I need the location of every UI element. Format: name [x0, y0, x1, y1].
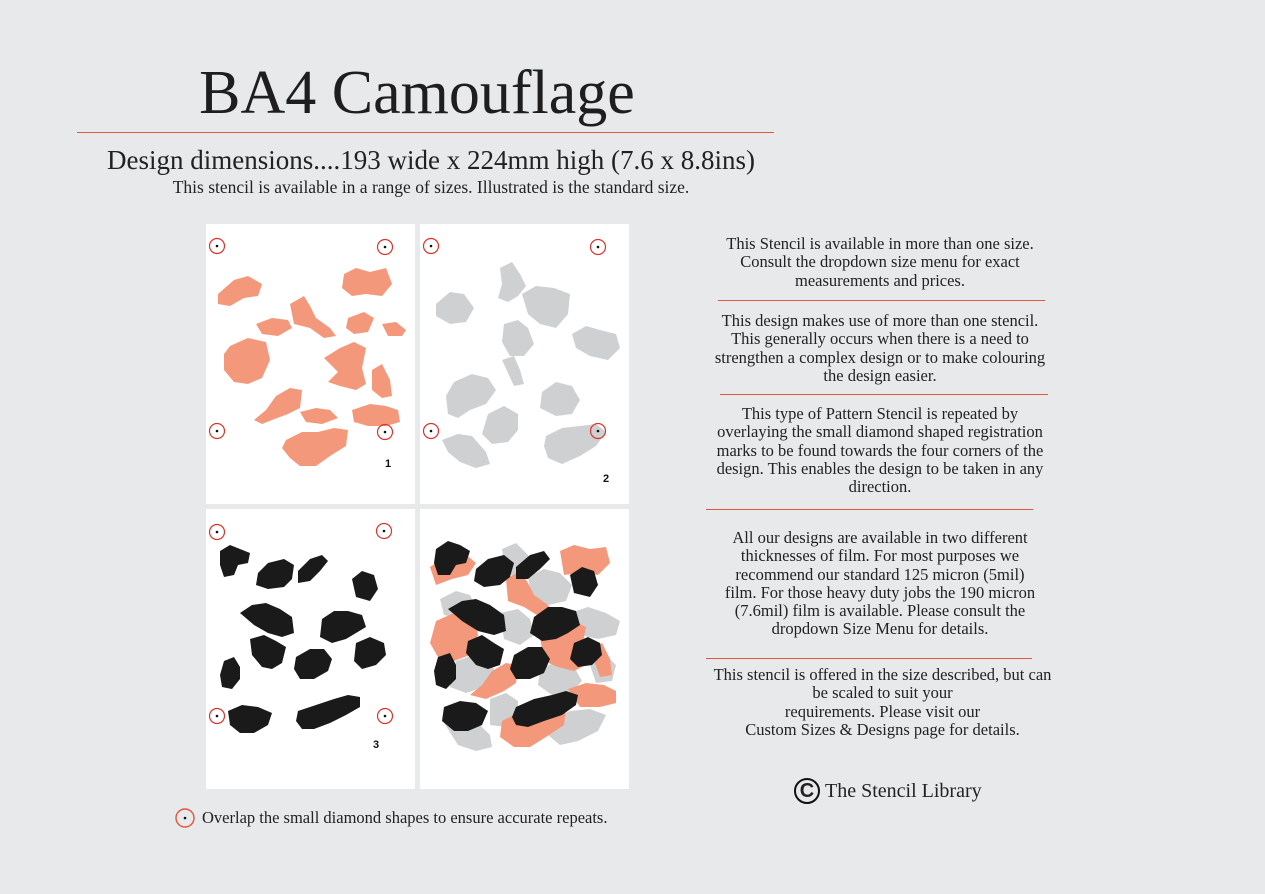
info-line: strengthen a complex design or to make colouring [714, 347, 1046, 367]
info-line: film. For those heavy duty jobs the 190 micron [724, 582, 1036, 602]
title-divider [77, 132, 774, 133]
info-line: marks to be found towards the four corners of the [716, 440, 1044, 460]
info-paragraph-film [690, 529, 1070, 639]
info-line: This type of Pattern Stencil is repeated by [741, 404, 1019, 423]
info-divider [720, 394, 1048, 395]
info-divider [706, 658, 1032, 659]
info-line: Consult the dropdown size menu for exact [740, 252, 1020, 272]
info-divider [718, 300, 1045, 301]
registration-mark-icon [174, 807, 196, 829]
copyright-notice [794, 778, 982, 804]
registration-legend [174, 807, 607, 829]
stencil-panel-3 [206, 509, 415, 789]
size-availability-note: This stencil is available in a range of sizes. Illustrated is the standard size. [172, 177, 690, 197]
stencil-panel-1 [206, 224, 415, 504]
stencil-number-label: 2 [602, 473, 610, 485]
info-line: the design easier. [823, 365, 937, 385]
combined-design-artwork [420, 509, 629, 789]
stencil-panel-2 [420, 224, 629, 504]
info-line: be scaled to suit your [812, 683, 953, 703]
info-paragraph-custom-sizes [690, 666, 1075, 739]
info-line: This Stencil is available in more than one size. [726, 234, 1034, 253]
page-title: BA4 Camouflage [199, 59, 635, 127]
info-paragraph-sizes [690, 235, 1070, 290]
info-line: This design makes use of more than one stencil. [721, 311, 1039, 330]
design-dimensions: Design dimensions....193 wide x 224mm high (7.6 x 8.8ins) [107, 145, 755, 175]
info-line: measurements and prices. [795, 270, 965, 290]
info-line: overlaying the small diamond shaped registration [717, 422, 1043, 442]
info-line: This generally occurs when there is a need to [731, 329, 1029, 349]
stencil-3-shapes [220, 545, 386, 733]
stencil-1-shapes [218, 268, 406, 466]
stencil-number-label: 1 [384, 458, 392, 470]
info-line: thicknesses of film. For most purposes we [740, 546, 1020, 566]
info-line: dropdown Size Menu for details. [771, 619, 989, 639]
legend-text: Overlap the small diamond shapes to ensure accurate repeats. [202, 808, 608, 827]
copyright-text: The Stencil Library [825, 779, 982, 802]
info-divider [706, 509, 1033, 510]
stencil-1-artwork [206, 224, 415, 504]
stencil-2-artwork [420, 224, 629, 504]
info-line: direction. [848, 477, 912, 497]
info-line: recommend our standard 125 micron (5mil) [735, 564, 1025, 584]
combined-design-panel [420, 509, 629, 789]
stencil-number-label: 3 [372, 739, 380, 751]
copyright-icon: C [794, 778, 820, 804]
info-paragraph-repeat [690, 405, 1070, 496]
stencil-3-artwork [206, 509, 415, 789]
info-line: requirements. Please visit our [784, 701, 981, 721]
info-line: This stencil is offered in the size described, but can [713, 665, 1052, 684]
info-line: Custom Sizes & Designs page for details. [745, 719, 1020, 739]
stencil-2-shapes [436, 262, 620, 468]
info-line: All our designs are available in two different [732, 528, 1028, 547]
info-line: (7.6mil) film is available. Please consult the [734, 601, 1026, 621]
info-line: design. This enables the design to be taken in any [716, 458, 1044, 478]
info-paragraph-multi-stencil [690, 312, 1070, 385]
